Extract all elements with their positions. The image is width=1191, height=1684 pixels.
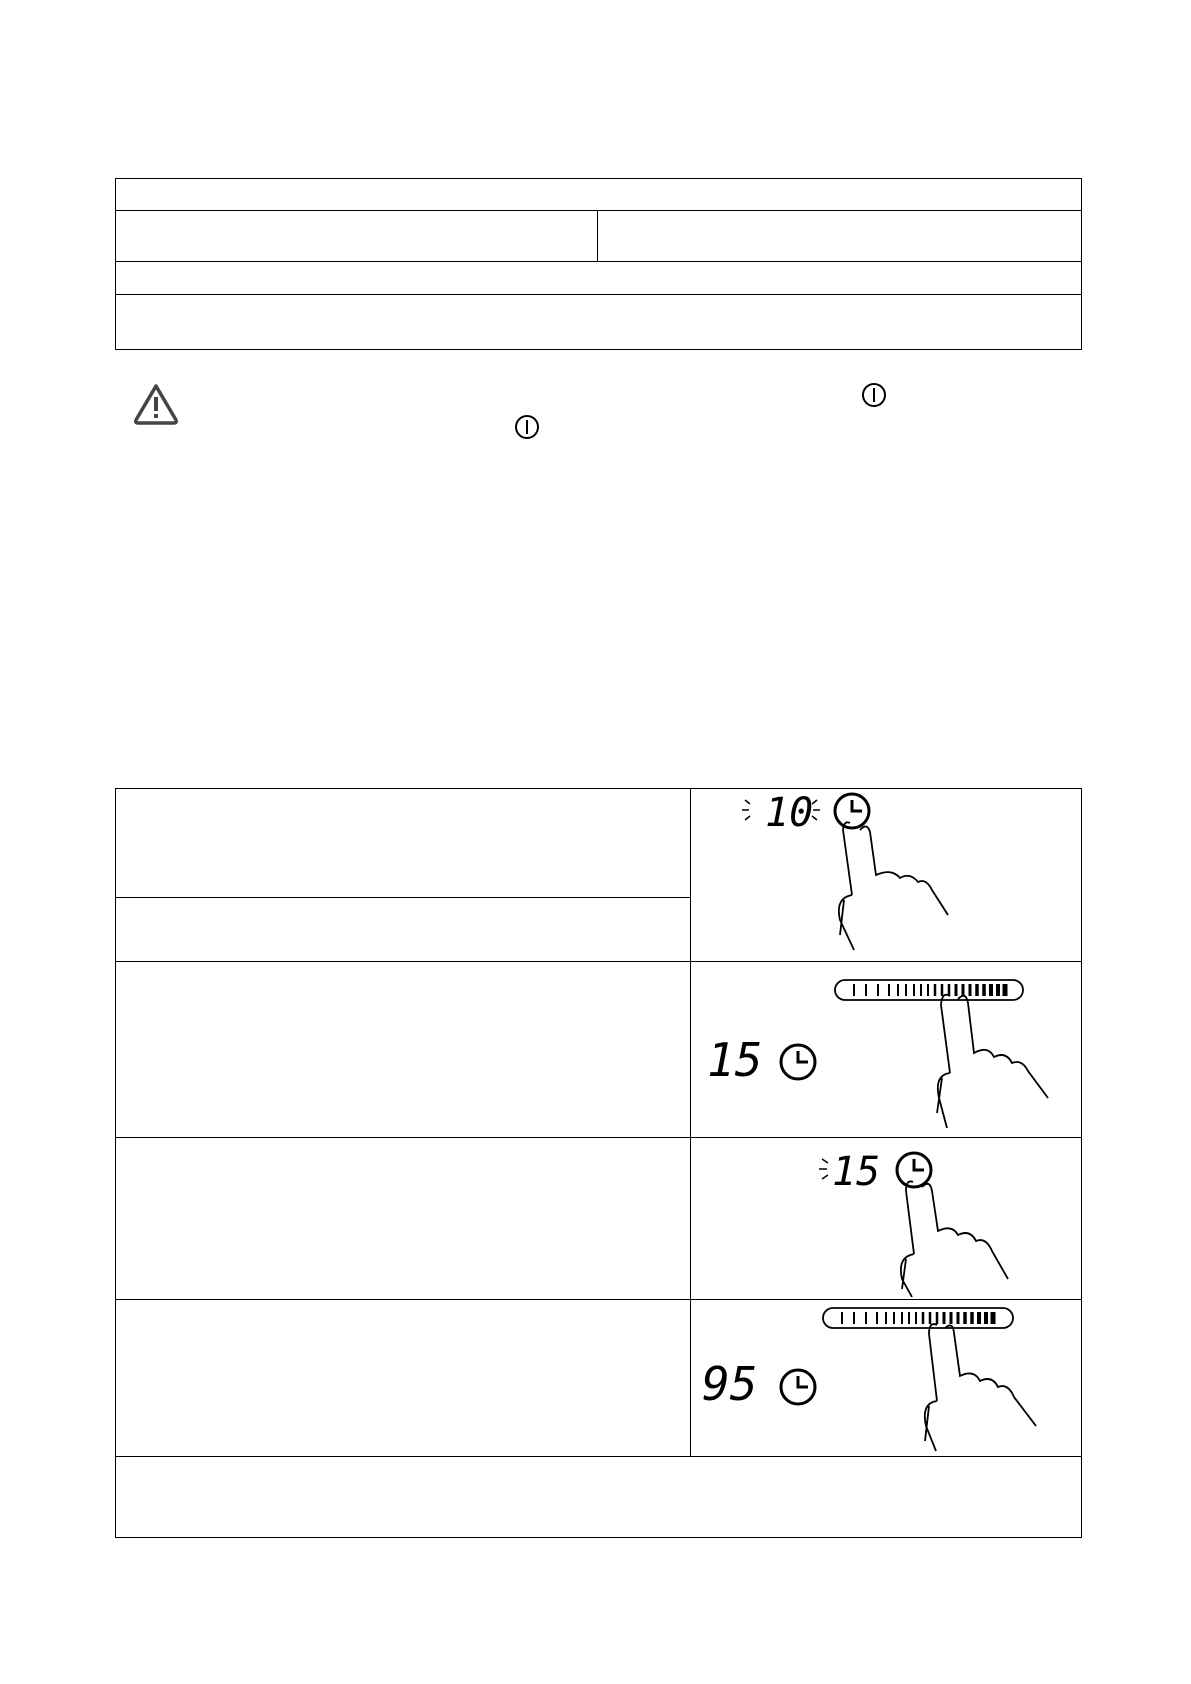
timer-table-row-divider — [115, 1299, 1082, 1300]
timer-table-row-divider — [115, 897, 690, 898]
power-icon — [513, 413, 541, 441]
timer-table-row-divider — [115, 1137, 1082, 1138]
timer-table-row-divider — [115, 1456, 1082, 1457]
illustration-slider-set-2 — [692, 1301, 1080, 1454]
blink-rays — [819, 1159, 828, 1179]
top-table-row-divider — [115, 261, 1082, 262]
timer-table-row-divider — [115, 961, 1082, 962]
timer-display: 10 — [765, 790, 814, 836]
top-table-col-divider — [597, 210, 598, 261]
illustration-timer-select-2 — [692, 1139, 1080, 1297]
illustration-slider-set-1 — [692, 963, 1080, 1135]
top-table-row-divider — [115, 294, 1082, 295]
timer-display: 15 — [707, 1033, 763, 1087]
timer-table-col-divider — [690, 788, 691, 1456]
top-table — [115, 178, 1082, 350]
illustration-timer-select-1 — [692, 790, 1080, 960]
timer-display: 15 — [832, 1149, 881, 1195]
warning-triangle-icon — [132, 382, 180, 426]
power-icon — [860, 381, 888, 409]
top-table-row-divider — [115, 210, 1082, 211]
timer-display: 95 — [702, 1357, 758, 1411]
